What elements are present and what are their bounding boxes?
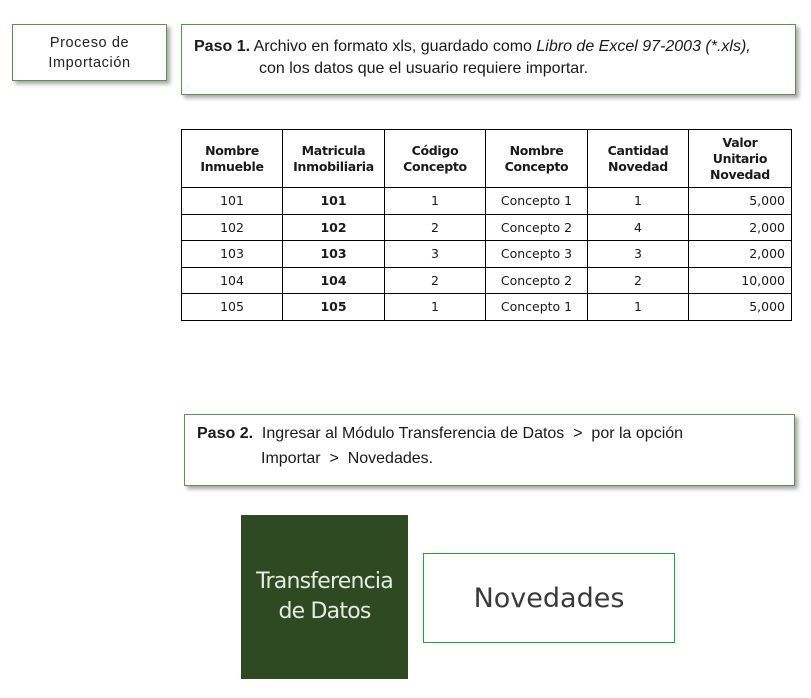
header-nombre-concepto: Nombre Concepto: [486, 130, 588, 188]
cell-valor: 2,000: [689, 214, 792, 241]
header-nombre-inmueble: Nombre Inmueble: [182, 130, 283, 188]
cell-nombre-inmueble: 102: [182, 214, 283, 241]
paso2-line-1: [197, 424, 683, 444]
cell-matricula: 103: [283, 241, 385, 268]
header-codigo-concepto: Código Concepto: [385, 130, 486, 188]
cell-cantidad: 1: [588, 294, 689, 321]
cell-codigo: 1: [385, 294, 486, 321]
paso1-line-1: [194, 37, 751, 57]
paso2-text: Ingresar al Módulo Transferencia de Datos > por la opción: [253, 425, 684, 442]
cell-codigo: 2: [385, 267, 486, 294]
novedades-button[interactable]: [423, 553, 675, 643]
proceso-line-1: Proceso de: [49, 34, 130, 51]
cell-nombre-concepto: Concepto 1: [486, 188, 588, 215]
paso1-text: Archivo en formato xls, guardado como: [250, 38, 537, 55]
cell-cantidad: 4: [588, 214, 689, 241]
proceso-line-2: Importación: [48, 54, 131, 71]
cell-matricula: 101: [283, 188, 385, 215]
cell-codigo: 3: [385, 241, 486, 268]
proceso-importacion-box: [12, 24, 167, 81]
module-tile-line-2: de Datos: [278, 599, 371, 624]
cell-nombre-concepto: Concepto 1: [486, 294, 588, 321]
table-header-row: [182, 130, 792, 188]
paso2-label: Paso 2.: [197, 425, 254, 442]
cell-matricula: 102: [283, 214, 385, 241]
import-data-table: [181, 129, 792, 321]
cell-nombre-concepto: Concepto 2: [486, 267, 588, 294]
header-matricula-inmobiliaria: Matricula Inmobiliaria: [283, 130, 385, 188]
cell-nombre-inmueble: 103: [182, 241, 283, 268]
cell-codigo: 1: [385, 188, 486, 215]
cell-nombre-inmueble: 104: [182, 267, 283, 294]
paso1-line-2: con los datos que el usuario requiere importar.: [259, 60, 589, 77]
cell-matricula: 104: [283, 267, 385, 294]
paso1-box: [181, 24, 796, 95]
module-tile-line-1: Transferencia: [256, 569, 393, 594]
header-valor-unitario-novedad: Valor Unitario Novedad: [689, 130, 792, 188]
cell-valor: 5,000: [689, 188, 792, 215]
table-row: [182, 188, 792, 215]
header-cantidad-novedad: Cantidad Novedad: [588, 130, 689, 188]
paso2-box: [184, 414, 795, 486]
novedades-button-label: Novedades: [473, 582, 625, 614]
cell-valor: 5,000: [689, 294, 792, 321]
cell-cantidad: 3: [588, 241, 689, 268]
cell-nombre-inmueble: 101: [182, 188, 283, 215]
cell-nombre-concepto: Concepto 2: [486, 214, 588, 241]
table-row: [182, 241, 792, 268]
transferencia-datos-module-tile[interactable]: [241, 515, 408, 679]
cell-cantidad: 1: [588, 188, 689, 215]
cell-nombre-concepto: Concepto 3: [486, 241, 588, 268]
paso1-label: Paso 1.: [194, 38, 251, 55]
cell-nombre-inmueble: 105: [182, 294, 283, 321]
cell-cantidad: 2: [588, 267, 689, 294]
cell-matricula: 105: [283, 294, 385, 321]
cell-valor: 10,000: [689, 267, 792, 294]
table-row: [182, 267, 792, 294]
paso2-line-2: Importar > Novedades.: [261, 450, 434, 467]
cell-codigo: 2: [385, 214, 486, 241]
table-row: [182, 294, 792, 321]
paso1-italic-text: Libro de Excel 97-2003 (*.xls),: [536, 38, 751, 55]
table-row: [182, 214, 792, 241]
cell-valor: 2,000: [689, 241, 792, 268]
